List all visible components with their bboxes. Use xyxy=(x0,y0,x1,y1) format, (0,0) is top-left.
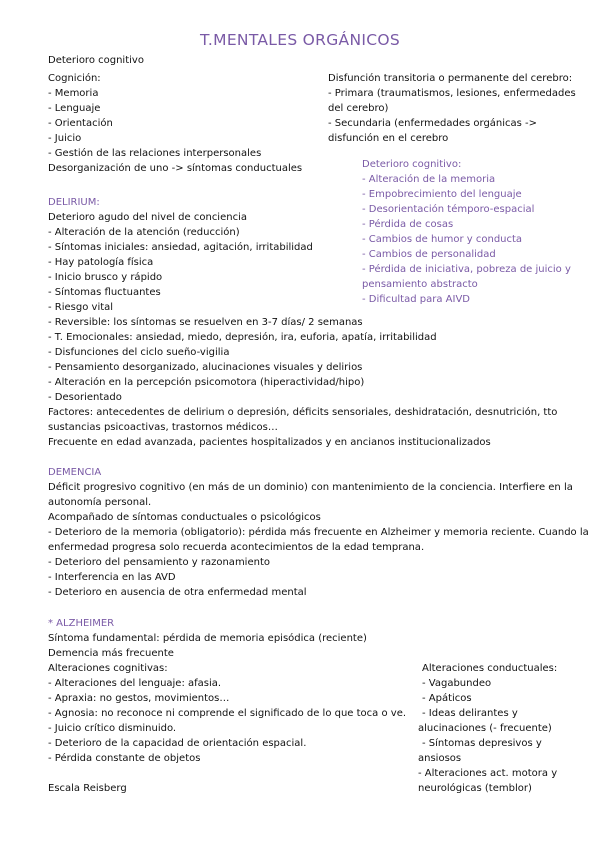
desorganizacion-text: Desorganización de uno -> síntomas conductuales xyxy=(48,163,303,174)
deterioro-list-line: - Alteración de la memoria xyxy=(362,174,496,185)
alzheimer-line: - Agnosia: no reconoce ni comprende el significado de lo que toca o ve. xyxy=(48,708,407,719)
alzheimer-line: Alteraciones cognitivas: xyxy=(48,663,168,674)
disfuncion-line: - Secundaria (enfermedades orgánicas -> xyxy=(328,118,538,129)
disfuncion-line: disfunción en el cerebro xyxy=(328,133,449,144)
deterioro-list-line: - Desorientación témporo-espacial xyxy=(362,204,535,215)
cognicion-item: - Juicio xyxy=(48,133,82,144)
alzheimer-line: Síntoma fundamental: pérdida de memoria episódica (reciente) xyxy=(48,633,367,644)
delirium-line: - Desorientado xyxy=(48,392,122,403)
cognicion-label: Cognición: xyxy=(48,73,101,84)
delirium-line: - Inicio brusco y rápido xyxy=(48,272,163,283)
alzheimer-heading: * ALZHEIMER xyxy=(48,618,115,629)
cognicion-item: - Orientación xyxy=(48,118,113,129)
conductual-line: neurológicas (temblor) xyxy=(418,783,532,794)
alzheimer-line: - Apraxia: no gestos, movimientos… xyxy=(48,693,230,704)
demencia-line: - Interferencia en las AVD xyxy=(48,572,176,583)
demencia-line: - Deterioro del pensamiento y razonamiento xyxy=(48,557,270,568)
deterioro-list-line: - Pérdida de iniciativa, pobreza de juicio y xyxy=(362,264,571,275)
delirium-line: - Alteración de la atención (reducción) xyxy=(48,227,240,238)
escala-reisberg: Escala Reisberg xyxy=(48,783,127,794)
alzheimer-line: - Pérdida constante de objetos xyxy=(48,753,201,764)
disfuncion-line: del cerebro) xyxy=(328,103,389,114)
alzheimer-line: - Juicio crítico disminuido. xyxy=(48,723,177,734)
delirium-line: Frecuente en edad avanzada, pacientes hospitalizados y en ancianos institucionalizados xyxy=(48,437,491,448)
delirium-line: - Hay patología física xyxy=(48,257,154,268)
cognicion-item: - Lenguaje xyxy=(48,103,101,114)
delirium-line: Deterioro agudo del nivel de conciencia xyxy=(48,212,247,223)
delirium-line: - Disfunciones del ciclo sueño-vigilia xyxy=(48,347,230,358)
demencia-line: - Deterioro de la memoria (obligatorio): pérdida más frecuente en Alzheimer y memoria reciente. Cuando la xyxy=(48,527,589,538)
alzheimer-section xyxy=(48,616,406,796)
alzheimer-line: Demencia más frecuente xyxy=(48,648,174,659)
demencia-heading: DEMENCIA xyxy=(48,467,102,478)
delirium-line: Factores: antecedentes de delirium o depresión, déficits sensoriales, deshidratación, desnutrición, tto xyxy=(48,407,558,418)
alzheimer-line: - Alteraciones del lenguaje: afasia. xyxy=(48,678,222,689)
deterioro-list-line: pensamiento abstracto xyxy=(362,279,478,290)
deterioro-list-line: - Cambios de humor y conducta xyxy=(362,234,523,245)
conductual-line: - Síntomas depresivos y xyxy=(422,738,542,749)
delirium-section xyxy=(48,195,557,450)
conductual-line: alucinaciones (- frecuente) xyxy=(418,723,552,734)
demencia-line: Déficit progresivo cognitivo (en más de un dominio) con mantenimiento de la conciencia. Interfiere en la xyxy=(48,482,573,493)
demencia-line: enfermedad progresa solo recuerda acontecimientos de la edad temprana. xyxy=(48,542,425,553)
conductual-line: - Alteraciones act. motora y xyxy=(418,768,558,779)
deterioro-list-line: - Pérdida de cosas xyxy=(362,219,454,230)
demencia-line: Acompañado de síntomas conductuales o psicológicos xyxy=(48,512,321,523)
conductual-line: - Ideas delirantes y xyxy=(422,708,518,719)
alzheimer-line: - Deterioro de la capacidad de orientación espacial. xyxy=(48,738,307,749)
deterioro-list-line: - Dificultad para AIVD xyxy=(362,294,470,305)
deterioro-list-line: - Cambios de personalidad xyxy=(362,249,496,260)
deterioro-heading: Deterioro cognitivo xyxy=(48,55,144,66)
cognicion-item: - Gestión de las relaciones interpersonales xyxy=(48,148,262,159)
cognicion-item: - Memoria xyxy=(48,88,99,99)
conductual-line: ansiosos xyxy=(418,753,462,764)
demencia-line: autonomía personal. xyxy=(48,497,152,508)
conductual-line: - Apáticos xyxy=(422,693,472,704)
disfuncion-line: Disfunción transitoria o permanente del cerebro: xyxy=(328,73,573,84)
delirium-line: - Síntomas iniciales: ansiedad, agitación, irritabilidad xyxy=(48,242,313,253)
disfuncion-section xyxy=(328,71,576,146)
disfuncion-line: - Primara (traumatismos, lesiones, enfermedades xyxy=(328,88,576,99)
delirium-line: - Síntomas fluctuantes xyxy=(48,287,161,298)
conductual-line: - Vagabundeo xyxy=(422,678,492,689)
deterioro-list-line: Deterioro cognitivo: xyxy=(362,159,462,170)
delirium-heading: DELIRIUM: xyxy=(48,197,100,208)
demencia-section xyxy=(48,465,589,600)
alteraciones-conductuales xyxy=(418,661,557,796)
delirium-line: sustancias psicoactivas, trastornos médicos… xyxy=(48,422,278,433)
conductual-line: Alteraciones conductuales: xyxy=(422,663,558,674)
demencia-line: - Deterioro en ausencia de otra enfermedad mental xyxy=(48,587,307,598)
delirium-line: - T. Emocionales: ansiedad, miedo, depresión, ira, euforia, apatía, irritabilidad xyxy=(48,332,437,343)
delirium-line: - Pensamiento desorganizado, alucinaciones visuales y delirios xyxy=(48,362,363,373)
delirium-line: - Riesgo vital xyxy=(48,302,114,313)
page-title: T.MENTALES ORGÁNICOS xyxy=(200,31,400,49)
delirium-line: - Reversible: los síntomas se resuelven en 3-7 días/ 2 semanas xyxy=(48,317,363,328)
delirium-line: - Alteración en la percepción psicomotora (hiperactividad/hipo) xyxy=(48,377,365,388)
deterioro-list-line: - Empobrecimiento del lenguaje xyxy=(362,189,522,200)
deterioro-section xyxy=(48,53,302,176)
